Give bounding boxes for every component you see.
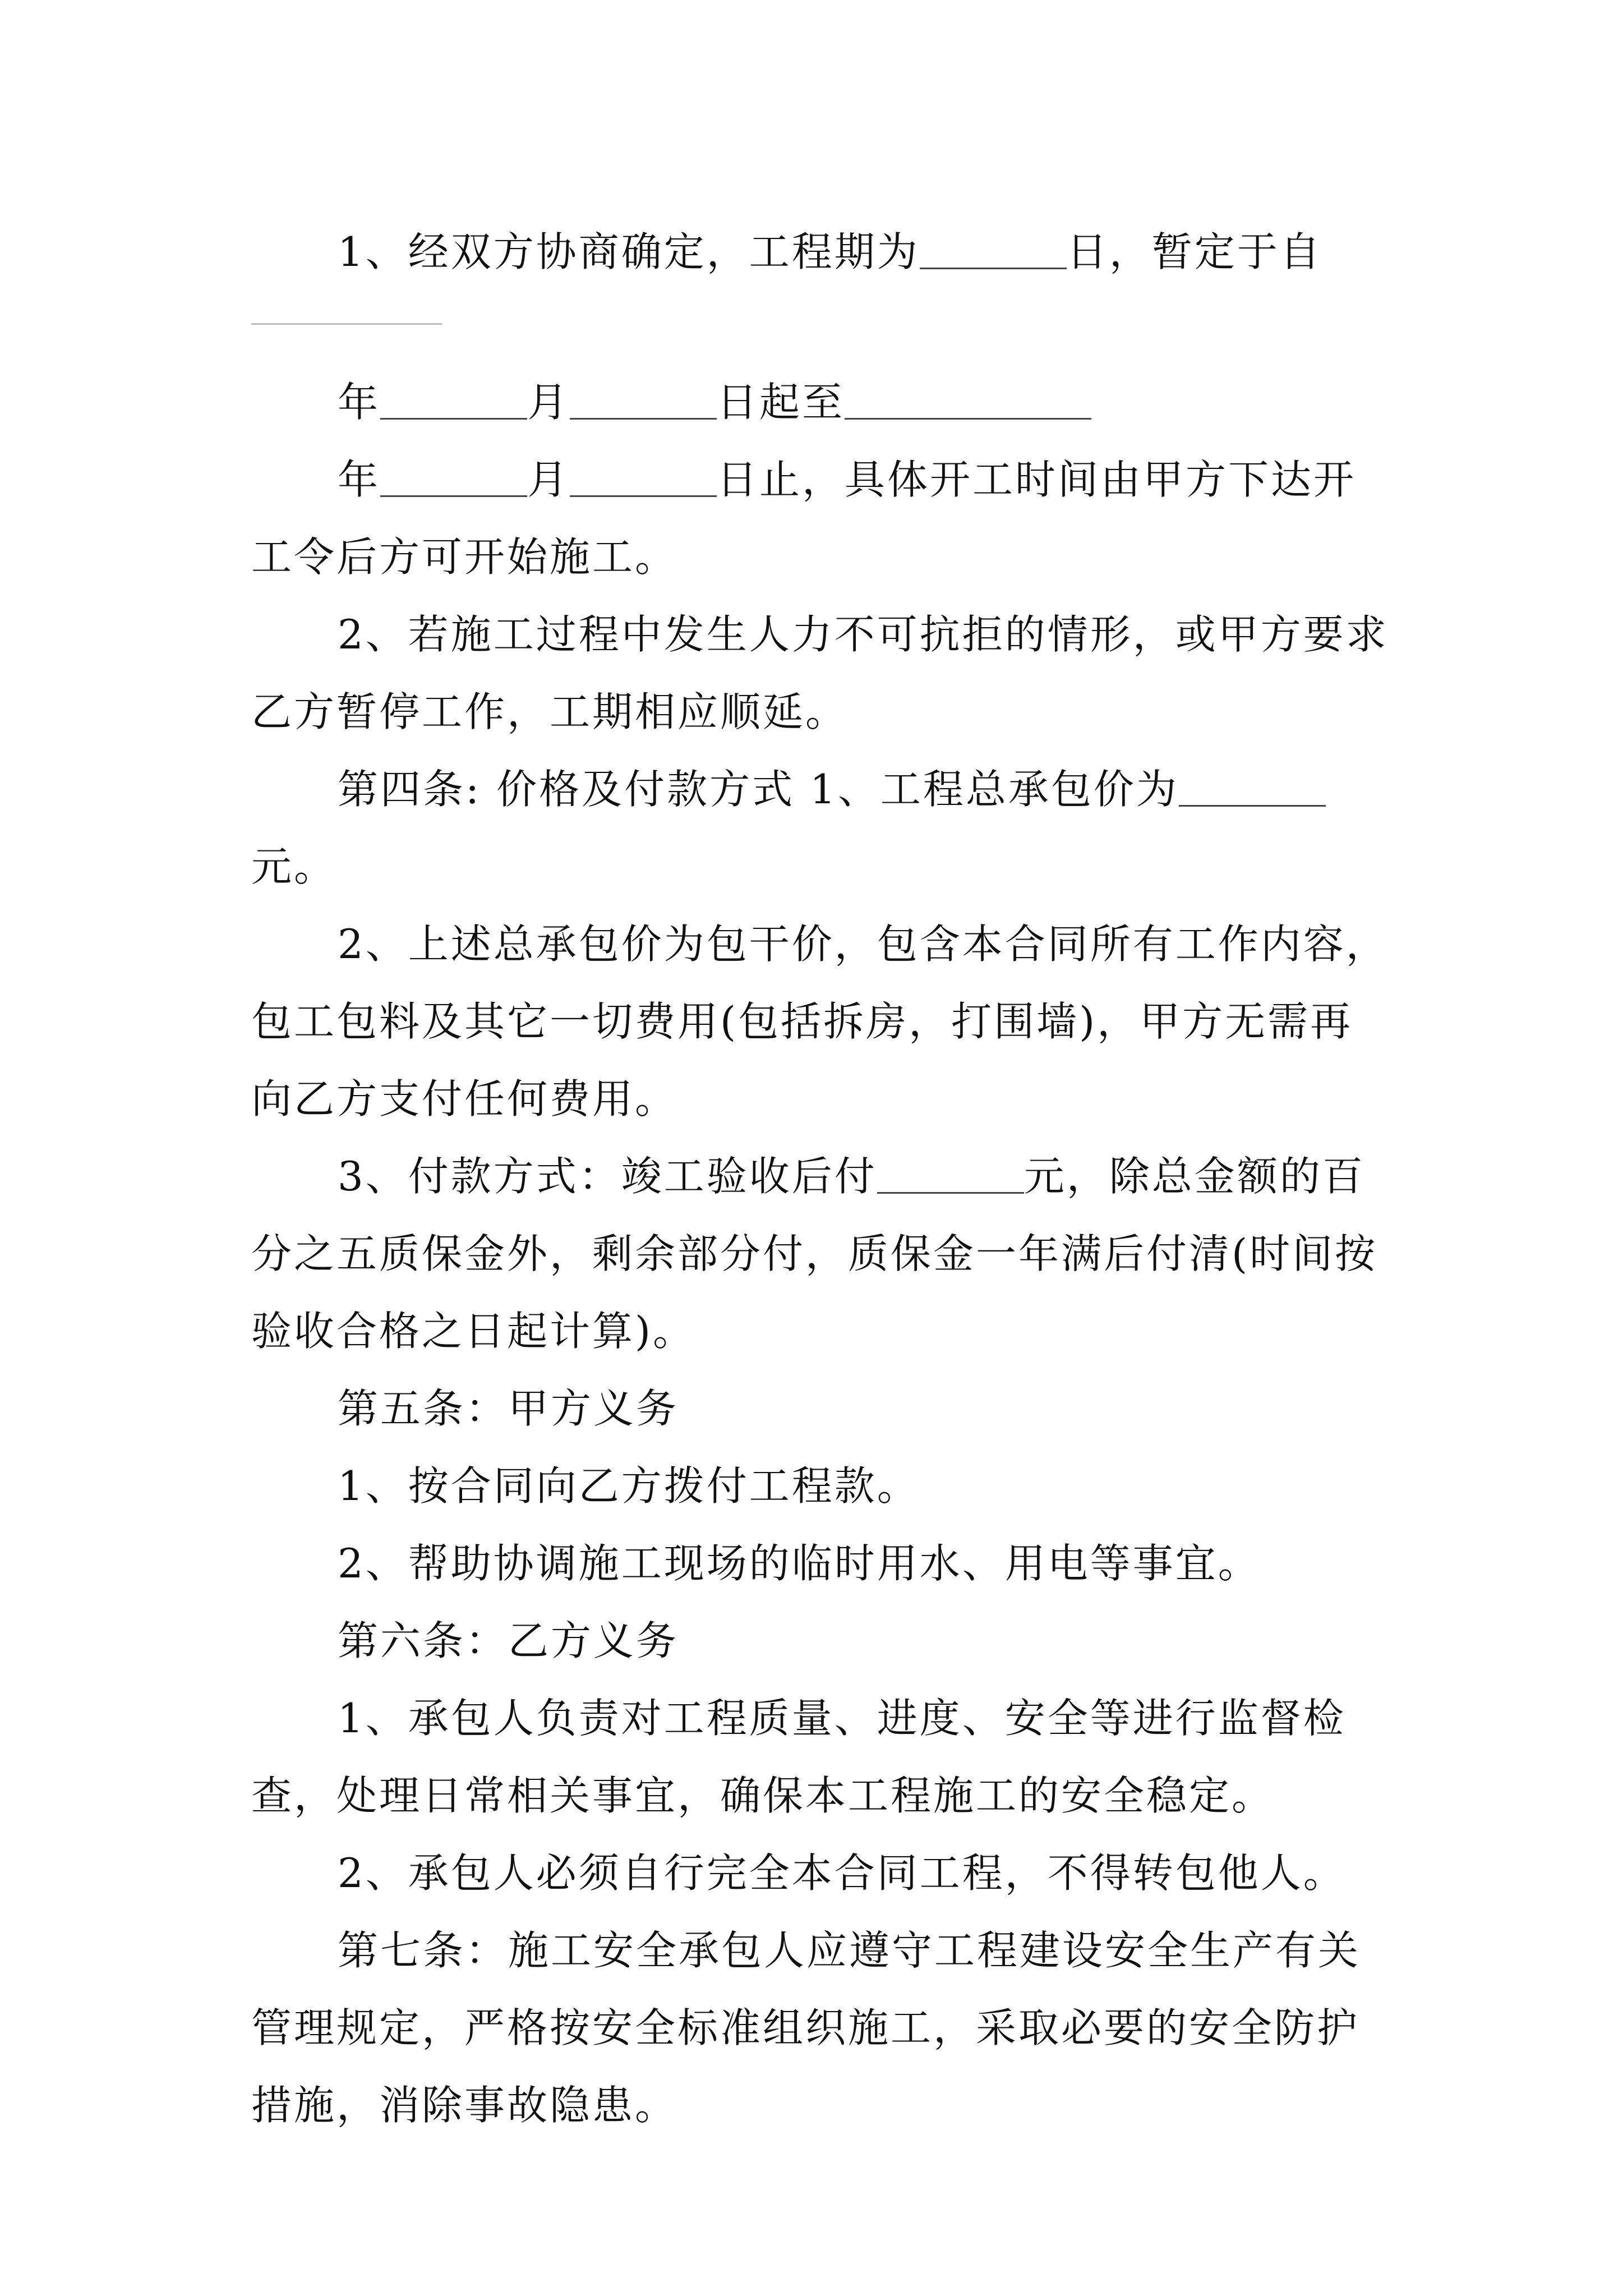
blank-day: [570, 461, 717, 497]
text-segment: 日，暂定于自: [1066, 228, 1322, 275]
blank-start-year: [251, 291, 1390, 364]
text-segment: 年: [338, 456, 381, 503]
paragraph-end-date: [251, 441, 1390, 596]
paragraph-article-4: [251, 751, 1390, 905]
blank-days: [920, 233, 1067, 269]
text-segment: 月: [527, 379, 570, 426]
paragraph-party-a-2: 2、帮助协调施工现场的临时用水、用电等事宜。: [338, 1540, 1261, 1587]
text-segment: 月: [527, 456, 570, 503]
document-body: [251, 213, 1390, 2144]
text-segment: 3、付款方式：竣工验收后付: [338, 1153, 877, 1200]
text-segment: 元，除总金额的百分之五质保金外，剩余部分付，质保金一年满后付清(时间按验收合格之日起计算)。: [251, 1153, 1378, 1355]
blank-end-year: [845, 383, 1091, 420]
paragraph-payment: [251, 1138, 1390, 1370]
blank-rule: [251, 323, 442, 325]
text-segment: 1、经双方协商确定，工程期为: [338, 228, 920, 275]
paragraph-term-period: [251, 213, 1390, 291]
paragraph-party-b-1: 1、承包人负责对工程质量、进度、安全等进行监督检查，处理日常相关事宜，确保本工程施工的安全稳定。: [251, 1695, 1346, 1819]
paragraph-delay: 2、若施工过程中发生人力不可抗拒的情形，或甲方要求乙方暂停工作，工期相应顺延。: [251, 611, 1389, 735]
text-segment: 年: [338, 379, 381, 426]
paragraph-party-b-2: 2、承包人必须自行完全本合同工程，不得转包他人。: [338, 1849, 1346, 1897]
paragraph-article-7: 第七条：施工安全承包人应遵守工程建设安全生产有关管理规定，严格按安全标准组织施工，采取必要的安全防护措施，消除事故隐患。: [251, 1927, 1361, 2129]
text-segment: 日止，具体开工时间由甲方下达开工令后方可开始施工。: [251, 456, 1357, 581]
heading-article-6: 第六条：乙方义务: [338, 1617, 679, 1664]
blank-month: [380, 461, 527, 497]
text-segment: 日起至: [717, 379, 845, 426]
paragraph-start-date: [251, 364, 1390, 441]
paragraph-lump-sum: 2、上述总承包价为包干价，包含本合同所有工作内容，包工包料及其它一切费用(包括拆房，打围墙)，甲方无需再向乙方支付任何费用。: [251, 921, 1389, 1122]
blank-price: [1179, 770, 1326, 807]
text-segment: 元。: [251, 843, 337, 890]
blank-day: [570, 383, 717, 420]
blank-payment: [877, 1157, 1024, 1194]
text-segment: 第四条: 价格及付款方式 1、工程总承包价为: [338, 766, 1179, 813]
blank-month: [380, 383, 527, 420]
heading-article-5: 第五条：甲方义务: [338, 1385, 679, 1432]
paragraph-party-a-1: 1、按合同向乙方拨付工程款。: [338, 1462, 920, 1510]
